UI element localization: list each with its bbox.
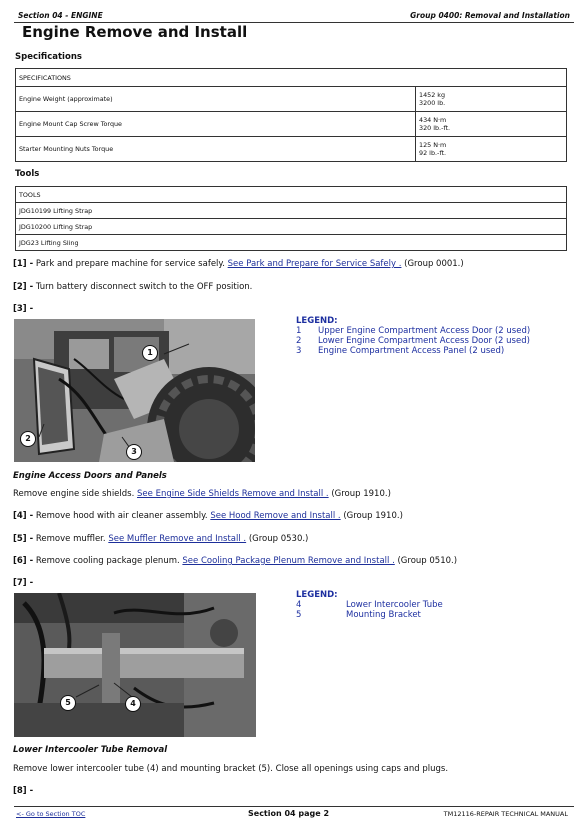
legend-number: 1: [296, 326, 302, 336]
tools-table: [15, 186, 567, 251]
figure-2-instruction: Remove lower intercooler tube (4) and mounting bracket (5). Close all openings using caps and plugs.: [13, 764, 449, 774]
step-text: Remove cooling package plenum.: [35, 556, 180, 566]
step-group: (Group 1910.): [343, 511, 403, 521]
page-title: Engine Remove and Install: [22, 23, 248, 41]
step-number: [7] -: [13, 578, 34, 588]
step-6: [13, 556, 457, 566]
specifications-heading: Specifications: [15, 52, 82, 62]
callout-number: 3: [131, 447, 137, 456]
spec-value-metric: 434 N·m: [419, 116, 447, 124]
callout-number: 5: [65, 698, 71, 707]
legend-text: Upper Engine Compartment Access Door (2 used): [318, 326, 531, 336]
step-7: [13, 578, 33, 588]
table-row: [16, 112, 567, 137]
engine-access-doors-photo: [14, 319, 255, 462]
callout-3: [126, 444, 142, 460]
legend-item: [296, 600, 443, 610]
legend-number: 3: [296, 346, 302, 356]
legend-text: Lower Intercooler Tube: [346, 600, 443, 610]
step-number: [4] -: [13, 511, 34, 521]
step-8: [13, 786, 33, 796]
step-2: [13, 282, 252, 292]
legend-2: [296, 590, 443, 620]
step-group: (Group 0530.): [248, 534, 309, 544]
callout-1: [142, 345, 158, 361]
step-text: Park and prepare machine for service safely.: [35, 259, 225, 269]
legend-number: 2: [296, 336, 302, 346]
spec-label: Starter Mounting Nuts Torque: [16, 137, 416, 162]
step-number: [2] -: [13, 282, 34, 292]
instruction-link[interactable]: See Engine Side Shields Remove and Install .: [137, 489, 329, 499]
step-number: [6] -: [13, 556, 34, 566]
tools-table-header: TOOLS: [16, 187, 567, 203]
step-number: [1] -: [13, 259, 34, 269]
step-text: Turn battery disconnect switch to the OFF position.: [35, 282, 253, 292]
tool-name: JDG23 Lifting Sling: [16, 235, 567, 251]
header-section: Section 04 - ENGINE: [18, 11, 103, 20]
photo-illustration: [14, 319, 255, 462]
legend-item: [296, 326, 530, 336]
legend-text: Mounting Bracket: [346, 610, 421, 620]
photo-illustration: [14, 593, 256, 737]
spec-value-imperial: 3200 lb.: [419, 99, 446, 107]
legend-text: Lower Engine Compartment Access Door (2 used): [318, 336, 530, 346]
legend-1: [296, 316, 530, 356]
tool-name: JDG10199 Lifting Strap: [16, 203, 567, 219]
figure-2-caption: Lower Intercooler Tube Removal: [13, 745, 168, 755]
table-row: [16, 203, 567, 219]
intercooler-tube-photo: [14, 593, 256, 737]
step-text: Remove hood with air cleaner assembly.: [35, 511, 208, 521]
spec-value-metric: 1452 kg: [419, 91, 446, 99]
spec-label: Engine Mount Cap Screw Torque: [16, 112, 416, 137]
tools-heading: Tools: [15, 169, 40, 179]
callout-number: 4: [130, 699, 136, 708]
table-row: [16, 87, 567, 112]
legend-title: LEGEND:: [296, 316, 338, 326]
callout-5: [60, 695, 76, 711]
legend-number: 4: [296, 600, 302, 610]
spec-label: Engine Weight (approximate): [16, 87, 416, 112]
step-group: (Group 0510.): [397, 556, 458, 566]
step-number: [5] -: [13, 534, 34, 544]
instruction-text: Remove engine side shields.: [13, 489, 135, 499]
specifications-table: [15, 68, 567, 162]
step-text: Remove muffler.: [35, 534, 106, 544]
step-5: [13, 534, 308, 544]
instruction-group: (Group 1910.): [331, 489, 391, 499]
legend-item: [296, 346, 530, 356]
step-link[interactable]: See Hood Remove and Install .: [210, 511, 341, 521]
table-row: [16, 235, 567, 251]
specifications-table-header: SPECIFICATIONS: [16, 69, 567, 87]
legend-item: [296, 610, 443, 620]
tool-name: JDG10200 Lifting Strap: [16, 219, 567, 235]
spec-value-imperial: 320 lb.-ft.: [419, 124, 451, 132]
callout-2: [20, 431, 36, 447]
legend-number: 5: [296, 610, 302, 620]
spec-value-imperial: 92 lb.-ft.: [419, 149, 447, 157]
table-row: [16, 137, 567, 162]
legend-title: LEGEND:: [296, 590, 338, 600]
page-number: Section 04 page 2: [248, 809, 330, 818]
header-group: Group 0400: Removal and Installation: [410, 11, 570, 20]
legend-text: Engine Compartment Access Panel (2 used): [318, 346, 505, 356]
step-link[interactable]: See Cooling Package Plenum Remove and Install .: [182, 556, 395, 566]
legend-item: [296, 336, 530, 346]
table-row: [16, 219, 567, 235]
callout-number: 1: [147, 348, 153, 357]
step-link[interactable]: See Muffler Remove and Install .: [108, 534, 247, 544]
section-toc-link[interactable]: <- Go to Section TOC: [16, 810, 86, 818]
step-number: [8] -: [13, 786, 34, 796]
spec-value-metric: 125 N·m: [419, 141, 447, 149]
step-1: [13, 259, 464, 269]
step-4: [13, 511, 403, 521]
figure-1-caption: Engine Access Doors and Panels: [13, 471, 167, 481]
figure-1-instruction: [13, 489, 391, 499]
footer-divider: [14, 806, 574, 807]
callout-4: [125, 696, 141, 712]
step-number: [3] -: [13, 304, 34, 314]
callout-number: 2: [25, 434, 31, 443]
step-link[interactable]: See Park and Prepare for Service Safely .: [227, 259, 402, 269]
step-group: (Group 0001.): [404, 259, 464, 269]
step-3: [13, 304, 33, 314]
manual-name: TM12116-REPAIR TECHNICAL MANUAL: [443, 810, 568, 818]
